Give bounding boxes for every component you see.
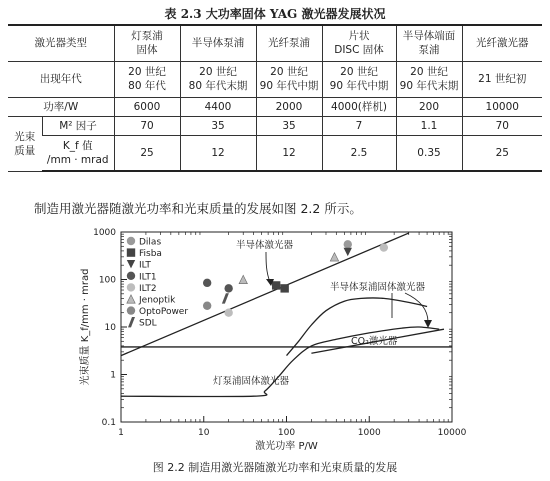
table-cell: 20 世纪 90 年代末期	[396, 61, 462, 97]
table-cell: 200	[396, 97, 462, 116]
table-cell: 12	[180, 135, 256, 171]
annotation-lamp-pumped: 灯泵浦固体激光器	[213, 376, 290, 387]
x-tick-label: 1000	[357, 428, 381, 438]
y-tick-label: 100	[98, 275, 116, 286]
legend-marker	[127, 260, 135, 268]
table-cell: 4000(样机)	[322, 97, 396, 116]
y-axis-label: 光束质量 K_f/mm · mrad	[80, 268, 91, 386]
table-cell: 4400	[180, 97, 256, 116]
legend-label: ILT	[139, 260, 151, 271]
table-cell: 灯泵浦 固体	[114, 25, 180, 61]
table-cell: 2000	[256, 97, 322, 116]
table-cell: 20 世纪 90 年代中期	[322, 61, 396, 97]
table-cell: 光纤激光器	[462, 25, 542, 61]
row-label-type: 激光器类型	[8, 25, 114, 61]
y-tick-label: 1000	[93, 228, 116, 238]
figure-caption: 图 2.2 制造用激光器随激光功率和光束质量的发展	[152, 461, 398, 474]
data-point	[224, 284, 232, 292]
y-tick-label: 10	[104, 323, 116, 333]
table-cell: 半导体端面 泵浦	[396, 25, 462, 61]
legend-label: SDL	[139, 318, 157, 329]
table-cell: 25	[114, 135, 180, 171]
x-axis-label: 激光功率 P/W	[255, 441, 318, 452]
legend-marker	[127, 272, 135, 280]
table-cell: 21 世纪初	[462, 61, 542, 97]
table-cell: 70	[114, 116, 180, 135]
legend-label: OptoPower	[139, 307, 189, 318]
table-cell: 20 世纪 80 年代末期	[180, 61, 256, 97]
data-point	[224, 309, 232, 317]
annotation-co2: CO₂激光器	[351, 336, 398, 347]
table-cell: 20 世纪 90 年代中期	[256, 61, 322, 97]
row-label-power: 功率/W	[8, 97, 114, 116]
data-point	[203, 302, 211, 310]
data-point	[380, 243, 388, 251]
data-point	[222, 293, 229, 303]
data-point	[330, 253, 338, 261]
table-cell: 20 世纪 80 年代	[114, 61, 180, 97]
table-cell: 2.5	[322, 135, 396, 171]
y-tick-label: 1	[110, 370, 116, 381]
legend-label: ILT2	[139, 283, 157, 294]
legend-marker	[127, 306, 135, 314]
data-point	[344, 240, 352, 248]
plot-frame	[121, 232, 452, 422]
table-cell: 1.1	[396, 116, 462, 135]
data-point	[280, 284, 288, 292]
data-point	[203, 279, 211, 287]
legend-marker	[127, 295, 135, 303]
table-cell: 半导体泵浦	[180, 25, 256, 61]
legend-marker	[128, 317, 135, 327]
row-label-m2: M² 因子	[42, 116, 114, 135]
x-tick-label: 10	[198, 428, 210, 438]
data-point	[344, 248, 352, 256]
table-caption: 表 2.3 大功率固体 YAG 激光器发展状况	[164, 7, 386, 21]
legend-marker	[127, 283, 135, 291]
annotation-dpss: 半导体泵浦固体激光器	[330, 282, 426, 293]
body-paragraph: 制造用激光器随激光功率和光束质量的发展如图 2.2 所示。	[34, 201, 362, 216]
legend-marker	[127, 248, 135, 256]
table-cell: 7	[322, 116, 396, 135]
legend-label: Fisba	[139, 249, 162, 260]
annotation-arrow	[405, 293, 428, 322]
x-tick-label: 1	[118, 428, 124, 438]
table-cell: 35	[180, 116, 256, 135]
y-tick-label: 0.1	[101, 418, 116, 428]
table-cell: 光纤泵浦	[256, 25, 322, 61]
data-point	[272, 281, 280, 289]
table-cell: 35	[256, 116, 322, 135]
arrowhead-icon	[424, 320, 432, 328]
table-cell: 25	[462, 135, 542, 171]
x-tick-label: 100	[277, 428, 296, 438]
legend-marker	[127, 237, 135, 245]
legend-label: ILT1	[139, 272, 157, 283]
legend-label: Dilas	[139, 237, 162, 248]
table-cell: 6000	[114, 97, 180, 116]
table-cell: 12	[256, 135, 322, 171]
row-label-kf: K_f 值 /mm · mrad	[42, 135, 114, 171]
x-tick-label: 10000	[437, 428, 467, 438]
table-cell: 0.35	[396, 135, 462, 171]
annotation-diode-laser: 半导体激光器	[236, 240, 294, 251]
table-cell: 70	[462, 116, 542, 135]
row-group-beam-quality: 光束 质量	[8, 116, 42, 171]
annotation-arrow	[266, 252, 270, 282]
table-cell: 10000	[462, 97, 542, 116]
table-cell: 片状 DISC 固体	[322, 25, 396, 61]
legend-label: Jenoptik	[139, 295, 176, 306]
row-label-year: 出现年代	[8, 61, 114, 97]
data-point	[239, 275, 247, 283]
